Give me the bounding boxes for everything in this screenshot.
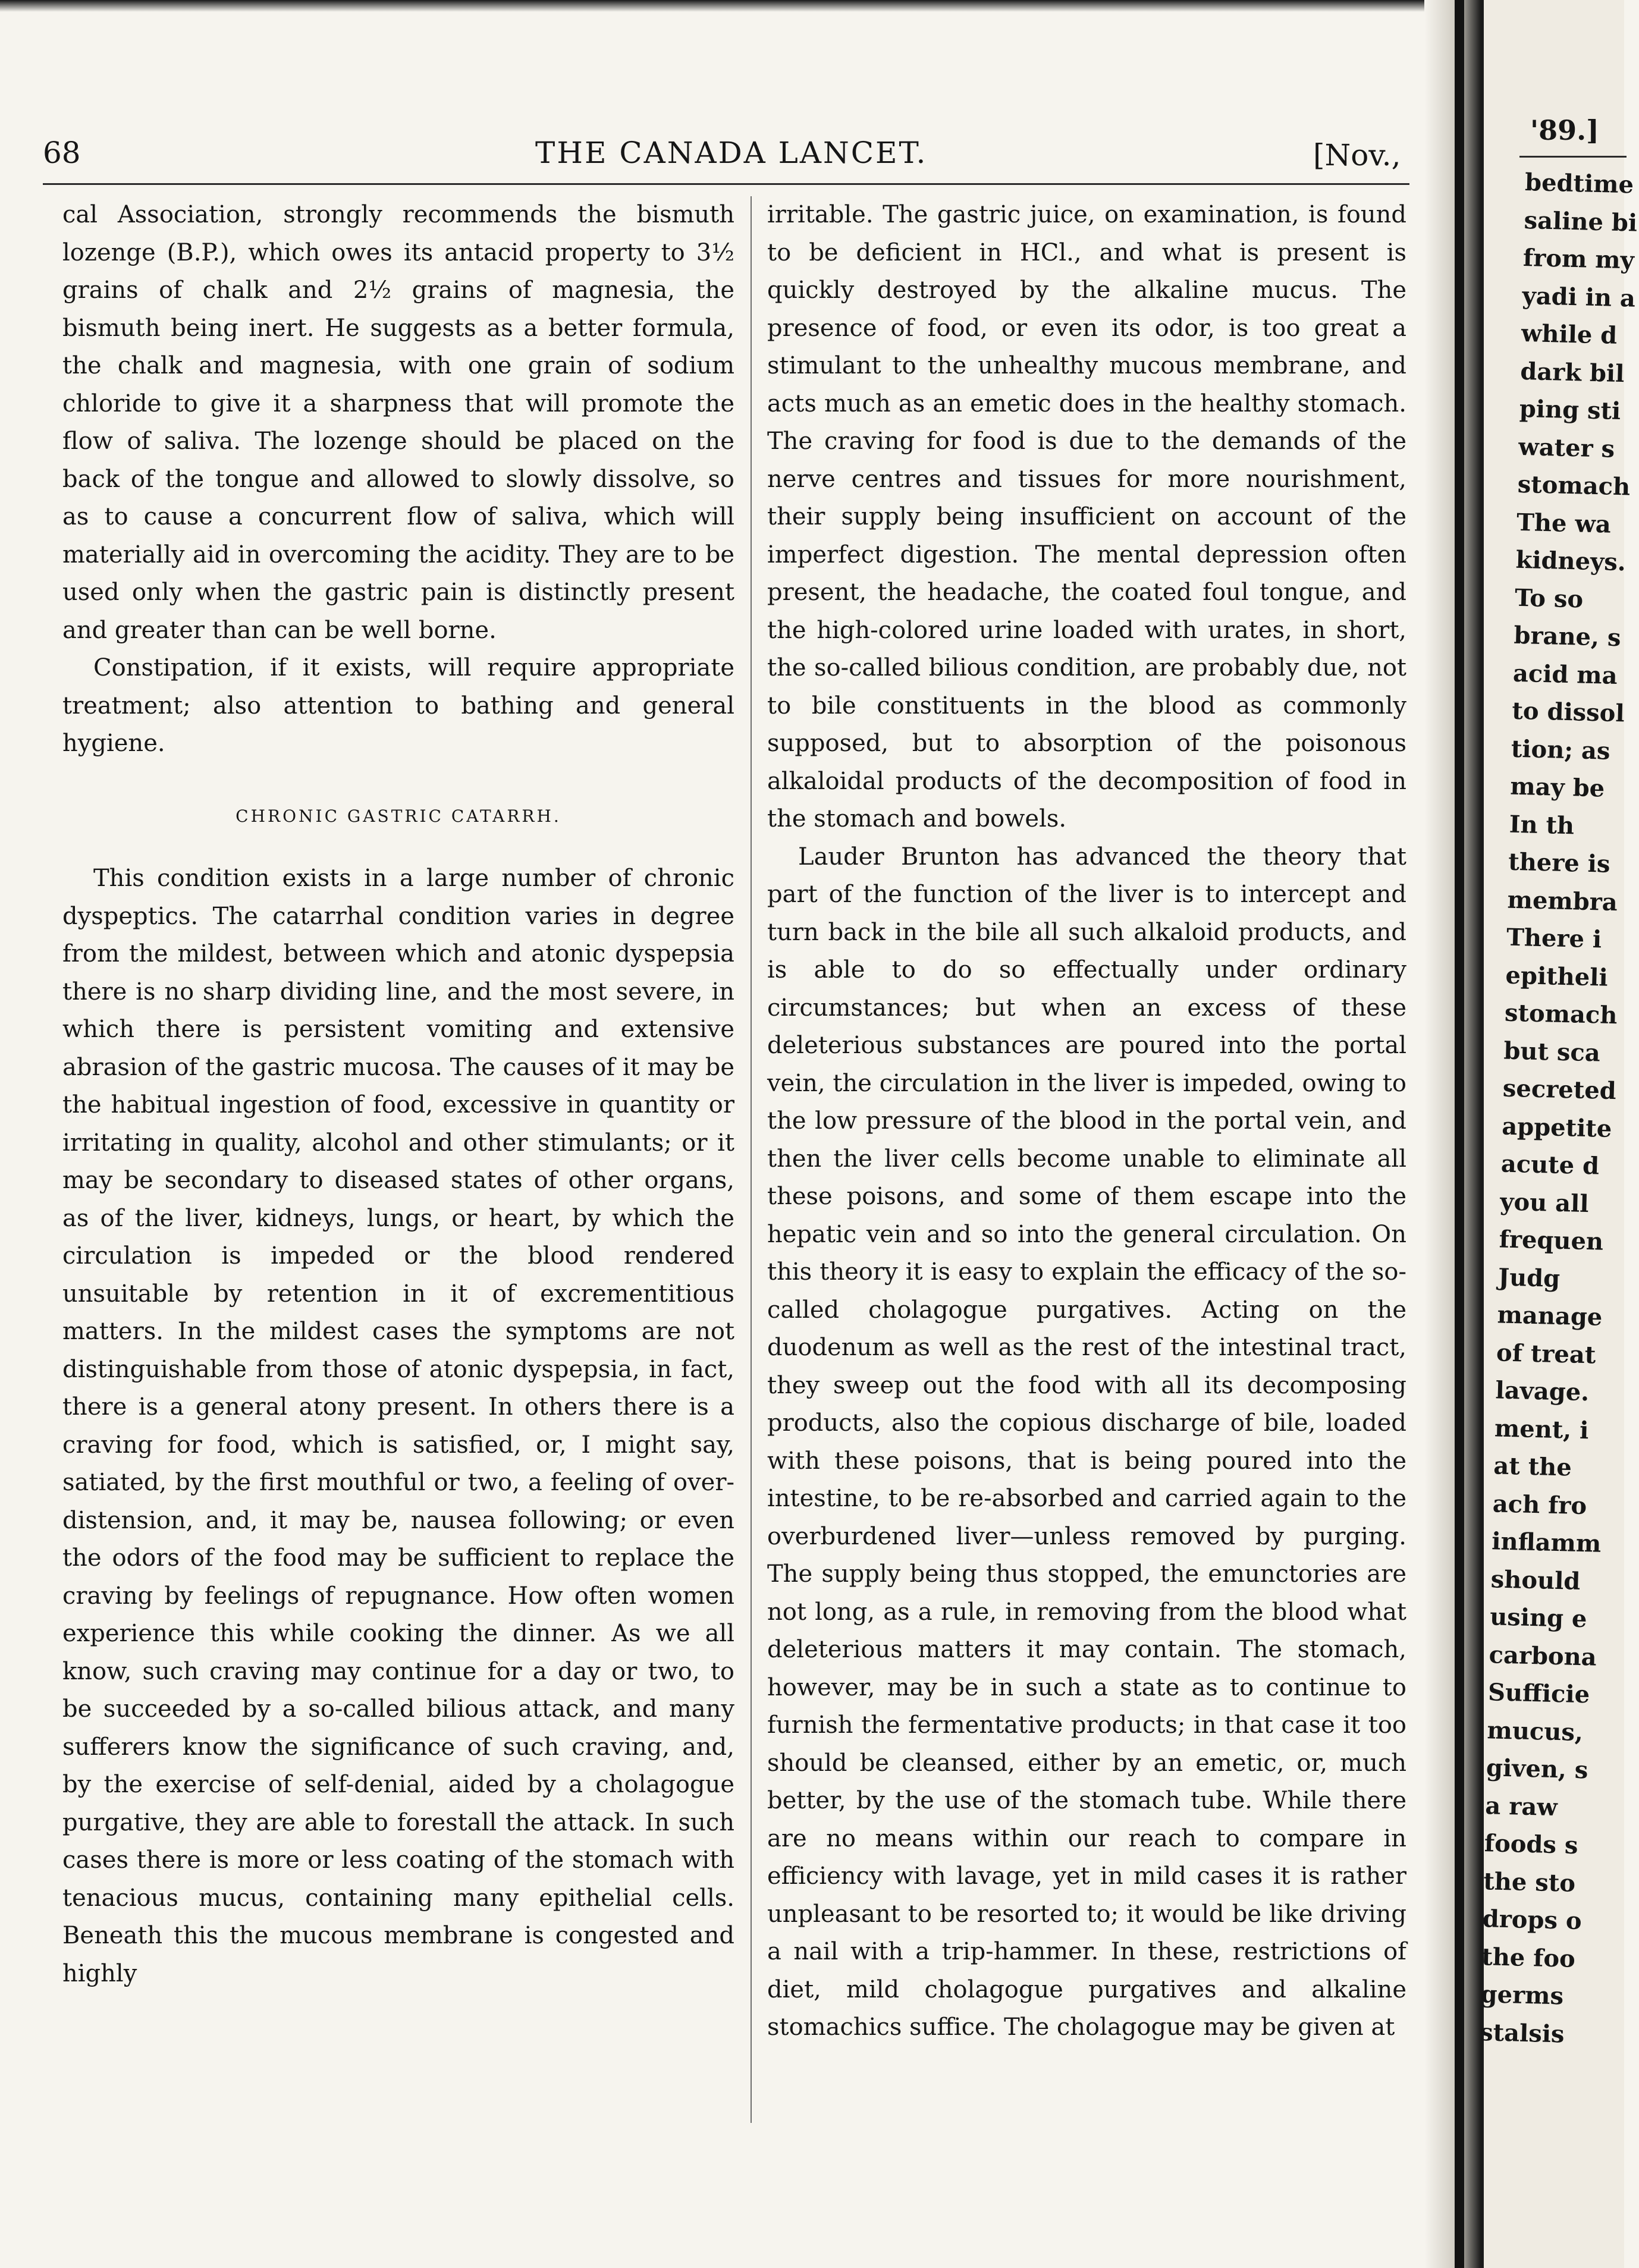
facing-page-line: may be (1509, 772, 1605, 803)
facing-page-line: dark bil (1519, 357, 1625, 388)
journal-title: THE CANADA LANCET. (535, 136, 928, 170)
paragraph-constipation: Constipation, if it exists, will require appropriate treatment; also attention to bathing and general hygiene. (62, 654, 734, 757)
facing-page-line: The wa (1516, 508, 1612, 539)
facing-page-line: ping sti (1519, 394, 1621, 426)
facing-page-line: a raw (1484, 1791, 1558, 1821)
facing-page-line: frequen (1499, 1225, 1604, 1256)
left-column (62, 196, 734, 1993)
facing-page-line: ach fro (1492, 1489, 1587, 1520)
section-heading: CHRONIC GASTRIC CATARRH. (236, 806, 561, 826)
facing-page-line: you all (1499, 1187, 1590, 1218)
paragraph-bismuth-lozenge: cal Association, strongly recommends the bismuth lozenge (B.P.), which owes its antacid property to 3½ grains of chalk and 2½ grains of magnesia, the bismuth being inert. He suggests as a better formula, the chalk and magnesia, with one grain of sodium chloride to give it a sharpness that will promote the flow of saliva. The lozenge should be placed on the back of the tongue and allowed to slowly dissolve, so as to cause a concurrent flow of saliva, which will materially aid in overcoming the acidity. They are to be used only when the gastric pain is distinctly present and greater than can be well borne. (62, 201, 734, 644)
facing-page-line: brane, s (1514, 621, 1622, 652)
facing-page-line: inflamm (1491, 1527, 1602, 1558)
issue-date: [Nov., (1313, 138, 1401, 172)
facing-page-line: acid ma (1512, 659, 1618, 690)
facing-page-line: the sto (1483, 1867, 1576, 1898)
header-rule (43, 183, 1409, 185)
facing-page-line: saline bi (1524, 206, 1638, 237)
facing-page-line: germs (1480, 1980, 1564, 2011)
facing-page-header: '89.] (1530, 114, 1599, 146)
facing-page-line: drops o (1482, 1905, 1583, 1936)
facing-page-line: to dissol (1511, 696, 1625, 728)
facing-page-line: acute d (1500, 1149, 1600, 1180)
facing-page-line: lavage. (1495, 1376, 1590, 1407)
facing-page-line: tion; as (1511, 734, 1611, 765)
facing-page-line: foods s (1484, 1829, 1578, 1859)
facing-page-line: membra (1507, 885, 1618, 916)
facing-page-line: yadi in a (1522, 281, 1636, 313)
facing-page-line: stomach (1517, 470, 1631, 501)
page-number: 68 (43, 136, 81, 170)
paragraph-gastric-juice: irritable. The gastric juice, on examination, is found to be deficient in HCl., and what is present is quickly destroyed by the alkaline mucus. The presence of food, or even its odor, is too great a stimulant to the unhealthy mucous membrane, and acts much as an emetic does in the healthy stomach. The craving for food is due to the demands of the nerve centres and tissues for more nourishment, their supply being insufficient on account of the imperfect digestion. The mental depression often present, the headache, the coated foul tongue, and the high-colored urine loaded with urates, in short, the so-called bilious condition, are probably due, not to bile constituents in the blood as commonly supposed, but to absorption of the poisonous alkaloidal products of the decomposition of food in the stomach and bowels. (767, 201, 1406, 833)
facing-page-line: kidneys. (1515, 545, 1627, 577)
middle-column (767, 196, 1406, 2047)
facing-page-line: the foo (1481, 1942, 1576, 1973)
facing-page-text (1479, 164, 1638, 2054)
facing-page-line: but sca (1503, 1036, 1601, 1067)
facing-page-line: from my (1522, 243, 1635, 275)
facing-page-line: appetite (1501, 1112, 1612, 1143)
facing-page-rule (1519, 156, 1627, 158)
facing-page-line: given, s (1486, 1754, 1588, 1785)
book-gutter (1424, 0, 1484, 2268)
scan-edge-shadow (0, 0, 1624, 12)
facing-page-line: bedtime (1524, 168, 1634, 199)
facing-page-line: there is (1508, 847, 1610, 878)
facing-page-line: mucus, (1487, 1716, 1584, 1746)
facing-page-line: manage (1497, 1301, 1603, 1331)
paragraph-lauder-brunton: Lauder Brunton has advanced the theory that part of the function of the liver is to intercept and turn back in the bile all such alkaloid products, and is able to do so effectually under ordinary circumstances; but when an excess of these deleterious substances are poured into the portal vein, the circulation in the liver is impeded, owing to the low pressure of the blood in the portal vein, and then the liver cells become unable to eliminate all these poisons, and some of them escape into the hepatic vein and so into the general circulation. On this theory it is easy to explain the efficacy of the so-called cholagogue purgatives. Acting on the duodenum as well as the rest of the intestinal tract, they sweep out the food with all its decomposing products, also the copious discharge of bile, loaded with these poisons, that is being poured into the intestine, to be re-absorbed and carried again to the overburdened liver—unless removed by purging. The supply being thus stopped, the emunctories are not long, as a rule, in removing from the blood what deleterious matters it may contain. The stomach, however, may be in such a state as to continue to furnish the fermentative products; in that case it too should be cleansed, either by an emetic, or, much better, by the use of the stomach tube. While there are no means within our reach to compare in efficiency with lavage, yet in mild cases it is rather unpleasant to be resorted to; it would be like driving a nail with a trip-hammer. In these, restrictions of diet, mild cholagogue purgatives and alkaline stomachics suffice. The cholagogue may be given at (767, 843, 1406, 2041)
facing-page-line: stalsis (1479, 2018, 1565, 2049)
facing-page-line: There i (1506, 923, 1602, 954)
facing-page-line: ment, i (1494, 1413, 1589, 1444)
facing-page-line: should (1490, 1565, 1581, 1595)
facing-page-line: using e (1489, 1603, 1588, 1634)
facing-page-line: In th (1509, 810, 1575, 840)
facing-page-line: stomach (1504, 998, 1618, 1030)
facing-page-line: secreted (1502, 1074, 1617, 1105)
paragraph-chronic-catarrh: This condition exists in a large number of chronic dyspeptics. The catarrhal condition varies in degree from the mildest, between which and atonic dyspepsia there is no sharp dividing line, and the most severe, in which there is persistent vomiting and extensive abrasion of the gastric mucosa. The causes of it may be the habitual ingestion of food, excessive in quantity or irritating in quality, alcohol and other stimulants; or it may be secondary to diseased states of other organs, as of the liver, kidneys, lungs, or heart, by which the circulation is impeded or the blood rendered unsuitable by retention in it of excrementitious matters. In the mildest cases the symptoms are not distinguishable from those of atonic dyspepsia, in fact, there is a general atony present. In others there is a craving for food, which is satisfied, or, I might say, satiated, by the first mouthful or two, a feeling of over-distension, and, it may be, nausea following; or even the odors of the food may be sufficient to replace the craving by feelings of repugnance. How often women experience this while cooking the dinner. As we all know, such craving may continue for a day or two, to be succeeded by a so-called bilious attack, and many sufferers know the significance of such craving, and, by the exercise of self-denial, aided by a cholagogue purgative, they are able to forestall the attack. In such cases there is more or less coating of the stomach with tenacious mucus, containing many epithelial cells. Beneath this the mucous membrane is congested and highly (62, 865, 734, 1987)
facing-page-line: at the (1493, 1452, 1572, 1482)
book-spine (1455, 0, 1464, 2268)
column-divider (751, 196, 752, 2123)
facing-page-line: carbona (1489, 1640, 1597, 1672)
facing-page-line: of treat (1496, 1338, 1596, 1369)
facing-page-line: Judg (1497, 1262, 1560, 1293)
facing-page-line: while d (1521, 319, 1618, 350)
facing-page-line: To so (1514, 583, 1584, 614)
facing-page-line: water s (1518, 432, 1615, 463)
facing-page-line: epitheli (1505, 961, 1609, 992)
facing-page-line: Sufficie (1487, 1678, 1590, 1709)
facing-page-fragment (1479, 0, 1638, 2268)
